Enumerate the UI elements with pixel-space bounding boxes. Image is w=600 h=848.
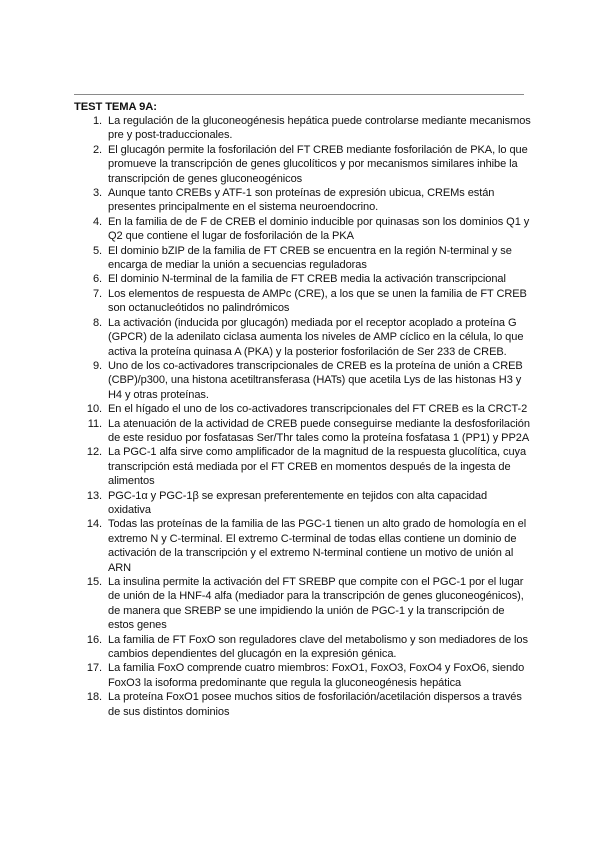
list-item <box>74 272 532 286</box>
item-text: La insulina permite la activación del FT SREBP que compite con el PGC-1 por el lugar de unión de la HNF-4 alfa (mediador para la transcripción de genes gluconeogénicos), de manera que SREBP se une impidiendo la unión de PGC-1 y la transcripción de estos genes <box>108 576 524 632</box>
question-list <box>74 114 532 719</box>
item-text: El dominio N-terminal de la familia de FT CREB media la activación transcripcional <box>108 273 506 286</box>
item-number: 5. <box>92 244 102 257</box>
header-divider <box>74 94 524 95</box>
list-item <box>74 417 532 446</box>
list-item <box>74 690 532 719</box>
list-item <box>74 215 532 244</box>
item-text: Aunque tanto CREBs y ATF-1 son proteínas de expresión ubicua, CREMs están presentes principalmente en el sistema neuroendocrino. <box>108 187 495 214</box>
item-text: La familia FoxO comprende cuatro miembros: FoxO1, FoxO3, FoxO4 y FoxO6, siendo FoxO3 la isoforma predominante que regula la gluconeogénesis hepática <box>108 662 525 689</box>
list-item <box>74 489 532 518</box>
item-number: 14. <box>86 518 102 531</box>
list-item <box>74 517 532 575</box>
item-text: En la familia de de F de CREB el dominio inducible por quinasas son los dominios Q1 y Q2 que contiene el lugar de fosforilación de la PKA <box>108 215 530 243</box>
list-item <box>74 316 532 359</box>
item-number: 7. <box>92 287 102 300</box>
item-number: 12. <box>86 446 102 459</box>
item-number: 18. <box>86 691 102 704</box>
list-item <box>74 244 532 273</box>
list-item <box>74 114 532 143</box>
item-number: 8. <box>92 316 102 329</box>
item-text: PGC-1α y PGC-1β se expresan preferentemente en tejidos con alta capacidad oxidativa <box>108 489 488 516</box>
list-item <box>74 633 532 662</box>
list-item <box>74 661 532 690</box>
item-number: 13. <box>86 489 102 502</box>
item-number: 6. <box>92 273 102 286</box>
item-text: La familia de FT FoxO son reguladores clave del metabolismo y son mediadores de los cambios dependientes del glucagón en la expresión génica. <box>108 633 528 661</box>
list-item <box>74 575 532 633</box>
list-item <box>74 359 532 402</box>
item-number: 16. <box>86 633 102 646</box>
item-text: Uno de los co-activadores transcripcionales de CREB es la proteína de unión a CREB (CBP)/p300, una histona acetiltransferasa (HATs) que acetila Lys de las histonas H3 y H4 y otras proteínas. <box>108 359 523 401</box>
item-text: En el hígado el uno de los co-activadores transcripcionales del FT CREB es la CRCT-2 <box>108 403 528 416</box>
item-text: Todas las proteínas de la familia de las PGC-1 tienen un alto grado de homología en el extremo N y C-terminal. El extremo C-terminal de todas ellas contiene un dominio de activación de la transcripción y el extremo N-terminal contiene un motivo de unión al ARN <box>108 518 527 574</box>
list-item <box>74 287 532 316</box>
item-number: 1. <box>92 115 102 127</box>
item-number: 4. <box>92 215 102 228</box>
item-number: 11. <box>87 417 102 430</box>
item-text: La atenuación de la actividad de CREB puede conseguirse mediante la desfosforilación de este residuo por fosfatasas Ser/Thr tales como la proteína fosfatasa 1 (PP1) y PP2A <box>108 417 530 444</box>
item-text: La proteína FoxO1 posee muchos sitios de fosforilación/acetilación dispersos a través de sus distintos dominios <box>108 691 522 718</box>
list-item <box>74 445 532 488</box>
item-text: Los elementos de respuesta de AMPc (CRE), a los que se unen la familia de FT CREB son octanucleótidos no palindrómicos <box>108 287 527 315</box>
item-number: 17. <box>86 662 102 675</box>
item-number: 3. <box>92 187 102 200</box>
item-number: 2. <box>92 143 102 156</box>
item-text: La PGC-1 alfa sirve como amplificador de la magnitud de la respuesta glucolítica, cuya transcripción está mediada por el FT CREB en momentos después de la ingesta de alimentos <box>108 446 527 488</box>
item-text: La activación (inducida por glucagón) mediada por el receptor acoplado a proteína G (GPCR) de la adenilato ciclasa aumenta los niveles de AMP cíclico en la célula, lo que activa la proteína quinasa A (PKA) y la posterior fosforilación de Ser 233 de CREB. <box>108 316 524 358</box>
item-number: 15. <box>86 576 102 588</box>
list-item <box>74 186 532 215</box>
page-title: TEST TEMA 9A: <box>74 101 157 113</box>
item-text: La regulación de la gluconeogénesis hepática puede controlarse mediante mecanismos pre y post-traduccionales. <box>108 115 531 142</box>
item-text: El dominio bZIP de la familia de FT CREB se encuentra en la región N-terminal y se encarga de mediar la unión a secuencias reguladoras <box>108 244 512 272</box>
item-number: 10. <box>86 403 102 416</box>
item-text: El glucagón permite la fosforilación del FT CREB mediante fosforilación de PKA, lo que promueve la transcripción de genes glucolíticos y por mecanismos similares inhibe la transcripción de genes gluconeogénicos <box>108 143 528 185</box>
list-item <box>74 402 532 416</box>
list-item <box>74 143 532 186</box>
item-number: 9. <box>92 359 102 372</box>
